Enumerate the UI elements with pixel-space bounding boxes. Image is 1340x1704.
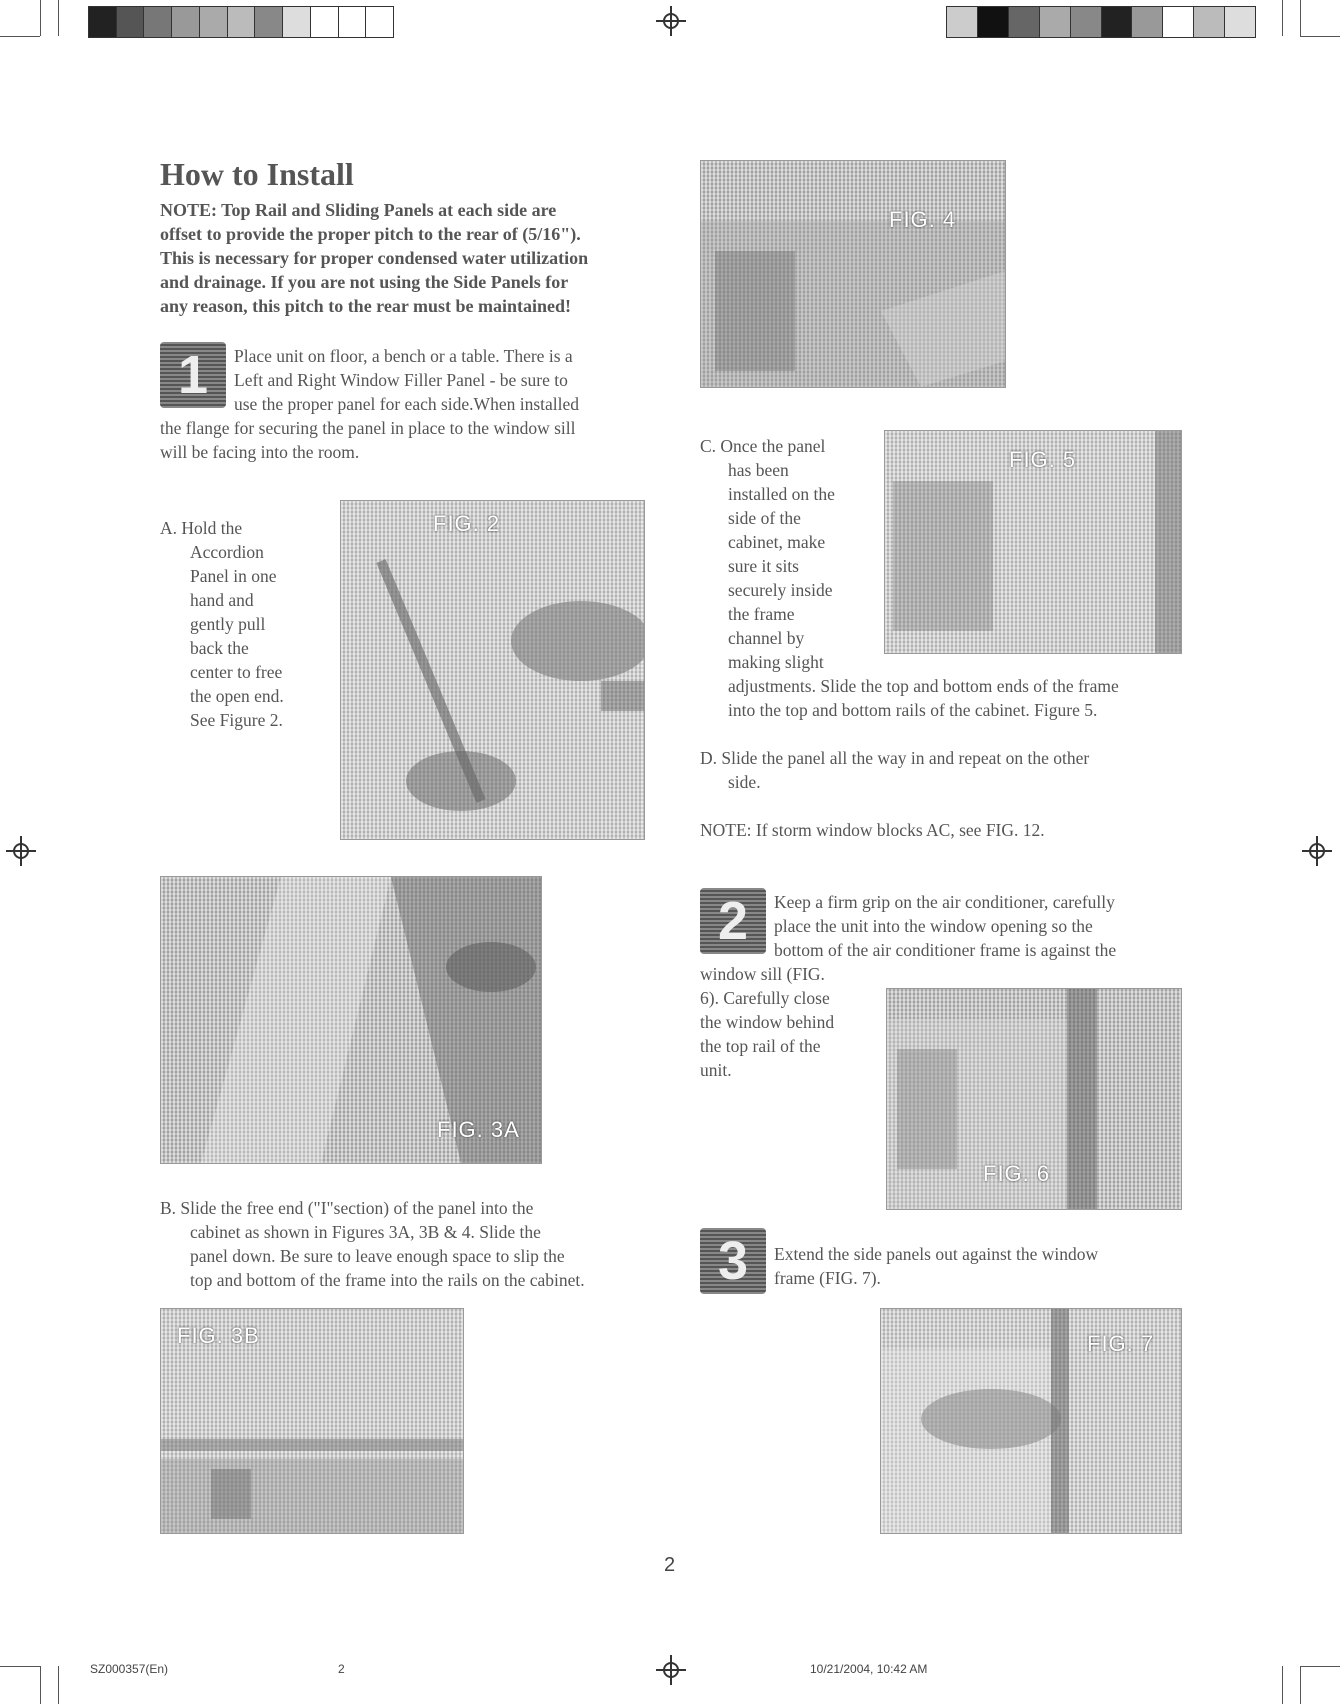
step-1-line: Left and Right Window Filler Panel - be sure to: [234, 370, 568, 390]
fig-2-illustration: [341, 501, 644, 839]
page-title: How to Install: [160, 156, 354, 192]
step-2-line: the window behind: [700, 1012, 835, 1032]
step-a-line: center to free: [190, 662, 283, 682]
fig-2-photo: [340, 500, 645, 840]
step-2-wrap-text: [700, 962, 880, 1082]
step-d-line: side.: [728, 772, 761, 792]
step-a-text: [160, 516, 330, 732]
step-2-line: window sill (FIG.: [700, 964, 825, 984]
step-2-text: [700, 890, 1260, 962]
fig-4-photo: [700, 160, 1006, 388]
note-line: any reason, this pitch to the rear must be maintained!: [160, 296, 572, 316]
fig-7-photo: [880, 1308, 1182, 1534]
registration-mark-top: [656, 6, 686, 36]
step-1-line: the flange for securing the panel in place to the window sill: [160, 418, 576, 438]
step-b-text: [160, 1196, 660, 1292]
step-a-line: Accordion: [190, 542, 264, 562]
crop-mark: [58, 1666, 59, 1704]
step-c-line: securely inside: [728, 580, 833, 600]
step-2-line: unit.: [700, 1060, 732, 1080]
storm-window-note: [700, 818, 1045, 842]
fig-3b-label: FIG. 3B: [177, 1323, 260, 1348]
step-c-line: into the top and bottom rails of the cabinet. Figure 5.: [728, 700, 1098, 720]
color-bar-right: [946, 6, 1256, 38]
footer-page: 2: [338, 1662, 345, 1676]
step-2-line: the top rail of the: [700, 1036, 821, 1056]
install-note: [160, 198, 660, 318]
step-c-text-wide: [728, 674, 1228, 722]
fig-5-label: FIG. 5: [1009, 447, 1077, 472]
step-a-line: gently pull: [190, 614, 266, 634]
crop-mark: [1300, 0, 1301, 36]
fig-3b-photo: [160, 1308, 464, 1534]
step-b-line: cabinet as shown in Figures 3A, 3B & 4. Slide the: [190, 1222, 541, 1242]
step-1-text: [160, 344, 650, 464]
fig-5-photo: [884, 430, 1182, 654]
note-line: This is necessary for proper condensed water utilization: [160, 248, 589, 268]
step-a-line: back the: [190, 638, 249, 658]
registration-mark-right: [1302, 836, 1332, 866]
fig-4-label: FIG. 4: [889, 207, 957, 232]
fig-3a-photo: [160, 876, 542, 1164]
storm-note-label: NOTE:: [700, 820, 752, 840]
note-line: NOTE: Top Rail and Sliding Panels at each side are: [160, 200, 557, 220]
footer-timestamp: 10/21/2004, 10:42 AM: [810, 1662, 928, 1676]
note-line: and drainage. If you are not using the Side Panels for: [160, 272, 569, 292]
fig-2-label: FIG. 2: [433, 511, 501, 536]
crop-mark: [0, 1666, 40, 1667]
crop-mark: [1282, 1666, 1283, 1704]
step-d-text: [700, 746, 1240, 794]
footer-doc-code: SZ000357(En): [90, 1662, 169, 1676]
step-b-line: panel down. Be sure to leave enough space to slip the: [190, 1246, 565, 1266]
step-c-line: side of the: [728, 508, 801, 528]
fig-6-label: FIG. 6: [983, 1161, 1051, 1186]
step-a-line: A. Hold the: [160, 518, 243, 538]
step-3-number: 3: [717, 1231, 749, 1291]
step-c-line: the frame: [728, 604, 795, 624]
step-c-line: installed on the: [728, 484, 835, 504]
step-2-line: Keep a firm grip on the air conditioner, carefully: [774, 892, 1115, 912]
fig-4-illustration: [701, 161, 1005, 387]
crop-mark: [1282, 0, 1283, 36]
step-a-line: Panel in one: [190, 566, 277, 586]
step-2-number: 2: [717, 891, 749, 951]
step-b-line: top and bottom of the frame into the rails on the cabinet.: [190, 1270, 585, 1290]
step-c-line: cabinet, make: [728, 532, 826, 552]
crop-mark: [40, 0, 41, 36]
crop-mark: [1300, 36, 1340, 37]
step-a-line: the open end.: [190, 686, 284, 706]
storm-note-text: If storm window blocks AC, see FIG. 12.: [751, 820, 1045, 840]
step-b-line: B. Slide the free end ("I"section) of the panel into the: [160, 1198, 534, 1218]
registration-mark-bottom: [656, 1655, 686, 1685]
step-c-line: channel by: [728, 628, 805, 648]
step-1-line: use the proper panel for each side.When installed: [234, 394, 580, 414]
step-c-line: adjustments. Slide the top and bottom ends of the frame: [728, 676, 1119, 696]
page-number: 2: [664, 1554, 676, 1576]
crop-mark: [1300, 1666, 1301, 1704]
step-a-line: See Figure 2.: [190, 710, 283, 730]
step-1-line: Place unit on floor, a bench or a table. There is a: [234, 346, 573, 366]
step-1-number: 1: [177, 345, 209, 405]
step-2-line: place the unit into the window opening so the: [774, 916, 1093, 936]
crop-mark: [1300, 1666, 1340, 1667]
step-c-text: [700, 434, 880, 674]
fig-6-photo: [886, 988, 1182, 1210]
step-3-line: Extend the side panels out against the window: [774, 1244, 1099, 1264]
step-2-line: 6). Carefully close: [700, 988, 830, 1008]
step-c-line: making slight: [728, 652, 824, 672]
note-line: offset to provide the proper pitch to the rear of (5/16").: [160, 224, 581, 244]
step-c-line: C. Once the panel: [700, 436, 826, 456]
color-bar-left: [88, 6, 394, 38]
step-d-line: D. Slide the panel all the way in and repeat on the other: [700, 748, 1090, 768]
fig-3a-label: FIG. 3A: [437, 1117, 520, 1142]
step-a-line: hand and: [190, 590, 254, 610]
step-c-line: has been: [728, 460, 789, 480]
registration-mark-left: [6, 836, 36, 866]
step-3-text: [700, 1242, 1260, 1290]
step-c-line: sure it sits: [728, 556, 799, 576]
fig-7-label: FIG. 7: [1087, 1331, 1155, 1356]
crop-mark: [40, 1666, 41, 1704]
step-3-line: frame (FIG. 7).: [774, 1268, 881, 1288]
crop-mark: [58, 0, 59, 36]
crop-mark: [0, 36, 40, 37]
step-2-line: bottom of the air conditioner frame is against the: [774, 940, 1117, 960]
step-1-line: will be facing into the room.: [160, 442, 360, 462]
